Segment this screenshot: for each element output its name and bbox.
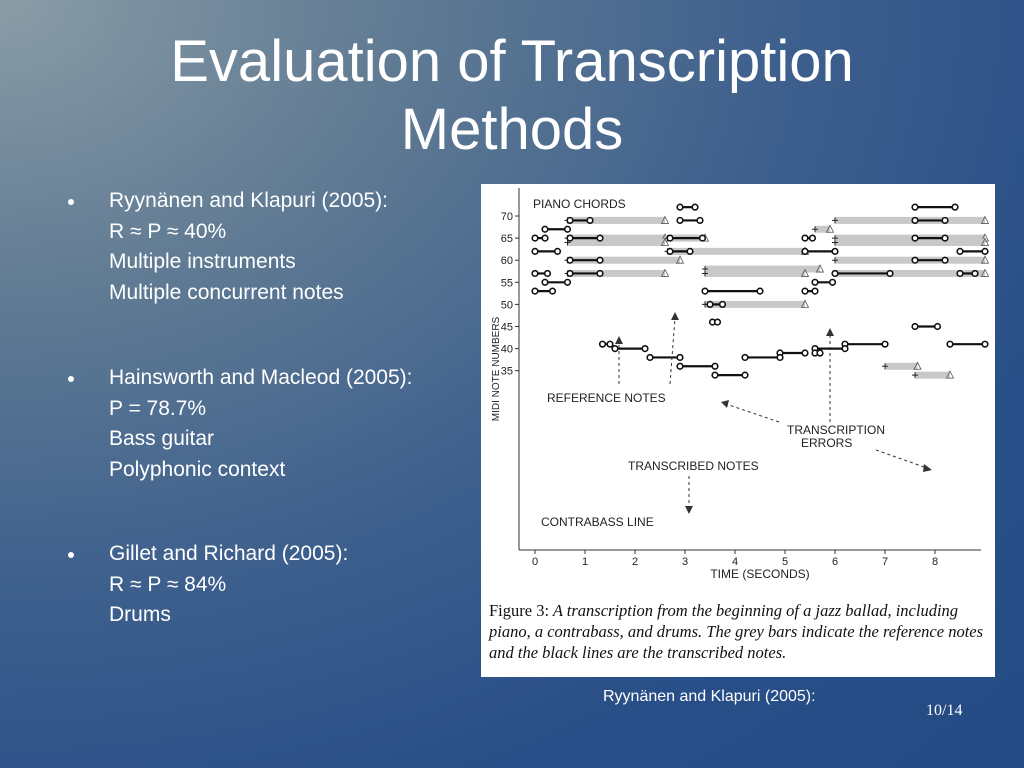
y-tick-label: 60: [500, 255, 513, 268]
note-onset-circle-icon: [742, 355, 748, 361]
note-offset-circle-icon: [597, 235, 603, 241]
arrow-errors-2: [726, 404, 779, 422]
note-offset-circle-icon: [802, 350, 808, 356]
note-offset-circle-icon: [597, 271, 603, 277]
bullet-line: Hainsworth and Macleod (2005):: [109, 366, 413, 389]
reference-note-bar: [835, 239, 985, 246]
arrowhead-icon: [685, 506, 693, 514]
note-onset-circle-icon: [567, 257, 573, 263]
label-transcription-errors-1: TRANSCRIPTION: [787, 423, 886, 437]
bullet-dot-icon: [68, 199, 74, 205]
note-onset-circle-icon: [567, 218, 573, 224]
y-tick-label: 35: [500, 365, 513, 378]
bullet-line: Gillet and Richard (2005):: [109, 542, 349, 565]
x-axis-label: TIME (SECONDS): [710, 567, 810, 581]
note-onset-circle-icon: [677, 204, 683, 210]
note-onset-circle-icon: [912, 204, 918, 210]
note-offset-circle-icon: [597, 257, 603, 263]
note-offset-circle-icon: [982, 249, 988, 255]
y-axis-label: MIDI NOTE NUMBERS: [491, 316, 502, 422]
x-tick-label: 3: [681, 556, 689, 568]
y-tick-label: 65: [500, 233, 513, 246]
note-onset-circle-icon: [677, 218, 683, 224]
arrowhead-icon: [671, 312, 679, 320]
caption-text: A transcription from the beginning of a jazz ballad, including piano, a contrabass, and drums. The grey bars indicate the reference notes and the black lines are the transcribed notes.: [489, 601, 984, 662]
figure-caption: [489, 600, 989, 663]
note-offset-circle-icon: [715, 319, 721, 325]
note-onset-circle-icon: [600, 341, 606, 347]
note-onset-circle-icon: [647, 355, 653, 361]
caption-label: Figure 3:: [489, 601, 550, 620]
bullet-line: P = 78.7%: [109, 396, 207, 420]
note-onset-circle-icon: [532, 288, 538, 294]
arrowhead-icon: [923, 464, 932, 472]
note-onset-circle-icon: [802, 235, 808, 241]
note-onset-circle-icon: [532, 271, 538, 277]
note-onset-circle-icon: [542, 280, 548, 286]
note-offset-circle-icon: [542, 235, 548, 241]
x-tick-label: 6: [831, 556, 839, 568]
reference-note-bar: [835, 257, 985, 264]
bullet-line: Ryynänen and Klapuri (2005):: [109, 189, 389, 212]
note-offset-circle-icon: [712, 363, 718, 369]
figure-panel: [481, 184, 995, 677]
note-onset-circle-icon: [957, 271, 963, 277]
x-tick-label: 7: [881, 556, 889, 568]
note-offset-circle-icon: [720, 302, 726, 308]
x-tick-label: 1: [581, 556, 589, 568]
note-onset-circle-icon: [667, 249, 673, 255]
y-tick-label: 50: [500, 299, 513, 312]
arrowhead-icon: [721, 400, 729, 408]
note-offset-circle-icon: [607, 341, 613, 347]
label-transcribed-notes: TRANSCRIBED NOTES: [628, 459, 759, 473]
page-number: 10/14: [926, 702, 963, 719]
note-onset-circle-icon: [612, 346, 618, 352]
note-offset-circle-icon: [545, 271, 551, 277]
note-offset-circle-icon: [832, 249, 838, 255]
label-reference-notes: REFERENCE NOTES: [547, 391, 666, 405]
note-offset-circle-icon: [587, 218, 593, 224]
slide-title: [60, 28, 964, 164]
bullet-line: R ≈ P ≈ 40%: [109, 219, 227, 243]
note-onset-circle-icon: [957, 249, 963, 255]
note-offset-circle-icon: [742, 372, 748, 378]
slide-title-line-2: Methods: [400, 97, 624, 162]
note-offset-circle-icon: [882, 341, 888, 347]
note-onset-circle-icon: [567, 271, 573, 277]
arrow-errors-3: [876, 450, 927, 468]
label-transcription-errors-2: ERRORS: [801, 436, 853, 450]
bullet-dot-icon: [68, 376, 74, 382]
note-offset-circle-icon: [555, 249, 561, 255]
note-onset-circle-icon: [677, 363, 683, 369]
note-offset-circle-icon: [830, 280, 836, 286]
x-tick-label: 5: [781, 556, 789, 568]
bullet-line: Multiple concurrent notes: [109, 280, 344, 304]
note-onset-circle-icon: [567, 235, 573, 241]
note-offset-circle-icon: [687, 249, 693, 255]
note-offset-circle-icon: [550, 288, 556, 294]
note-offset-circle-icon: [697, 218, 703, 224]
slide-title-line-1: Evaluation of Transcription: [170, 29, 854, 94]
note-offset-circle-icon: [810, 235, 816, 241]
note-offset-circle-icon: [887, 271, 893, 277]
note-offset-circle-icon: [677, 355, 683, 361]
bullet-line: Multiple instruments: [109, 250, 296, 273]
note-onset-circle-icon: [712, 372, 718, 378]
x-tick-label: 0: [531, 556, 539, 568]
note-offset-circle-icon: [700, 235, 706, 241]
note-offset-circle-icon: [817, 350, 823, 356]
source-note: Ryynänen and Klapuri (2005):: [603, 688, 816, 705]
note-onset-circle-icon: [532, 249, 538, 255]
arrowhead-icon: [826, 328, 834, 336]
reference-note-bar: [568, 239, 666, 246]
arrow-reference-2: [670, 318, 675, 384]
note-onset-circle-icon: [912, 218, 918, 224]
note-onset-circle-icon: [802, 249, 808, 255]
note-offset-circle-icon: [692, 204, 698, 210]
note-onset-circle-icon: [542, 226, 548, 232]
note-offset-circle-icon: [842, 346, 848, 352]
reference-note-bar: [705, 270, 805, 277]
bullet-line: Polyphonic context: [109, 457, 286, 481]
note-onset-circle-icon: [912, 235, 918, 241]
note-onset-circle-icon: [667, 235, 673, 241]
note-offset-circle-icon: [777, 355, 783, 361]
note-offset-circle-icon: [972, 271, 978, 277]
reference-note-bar: [885, 363, 918, 370]
y-tick-label: 45: [500, 321, 513, 334]
bullet-line: Drums: [109, 603, 171, 626]
note-onset-circle-icon: [802, 288, 808, 294]
note-offset-circle-icon: [565, 280, 571, 286]
bullet-line: R ≈ P ≈ 84%: [109, 572, 227, 596]
note-onset-circle-icon: [812, 280, 818, 286]
note-offset-circle-icon: [812, 288, 818, 294]
note-offset-circle-icon: [942, 257, 948, 263]
reference-note-bar: [915, 372, 950, 379]
y-tick-label: 40: [500, 343, 513, 356]
x-tick-label: 8: [931, 556, 939, 568]
label-piano-chords: PIANO CHORDS: [533, 197, 626, 211]
y-tick-label: 55: [500, 277, 513, 290]
note-offset-circle-icon: [935, 324, 941, 330]
note-onset-circle-icon: [707, 302, 713, 308]
note-offset-circle-icon: [942, 218, 948, 224]
note-offset-circle-icon: [757, 288, 763, 294]
piano-roll-chart: [481, 184, 995, 594]
note-onset-circle-icon: [912, 324, 918, 330]
note-offset-circle-icon: [642, 346, 648, 352]
bullet-dot-icon: [68, 552, 74, 558]
label-contrabass-line: CONTRABASS LINE: [541, 515, 654, 529]
arrowhead-icon: [615, 336, 623, 344]
x-tick-label: 4: [731, 556, 739, 568]
reference-note-bar: [835, 217, 985, 224]
note-onset-circle-icon: [532, 235, 538, 241]
x-tick-label: 2: [631, 556, 639, 568]
note-onset-circle-icon: [702, 288, 708, 294]
note-onset-circle-icon: [832, 271, 838, 277]
note-onset-circle-icon: [947, 341, 953, 347]
note-offset-circle-icon: [952, 204, 958, 210]
note-onset-circle-icon: [912, 257, 918, 263]
note-offset-circle-icon: [982, 341, 988, 347]
note-offset-circle-icon: [565, 226, 571, 232]
bullet-line: Bass guitar: [109, 427, 215, 450]
note-offset-circle-icon: [942, 235, 948, 241]
y-tick-label: 70: [500, 211, 513, 223]
